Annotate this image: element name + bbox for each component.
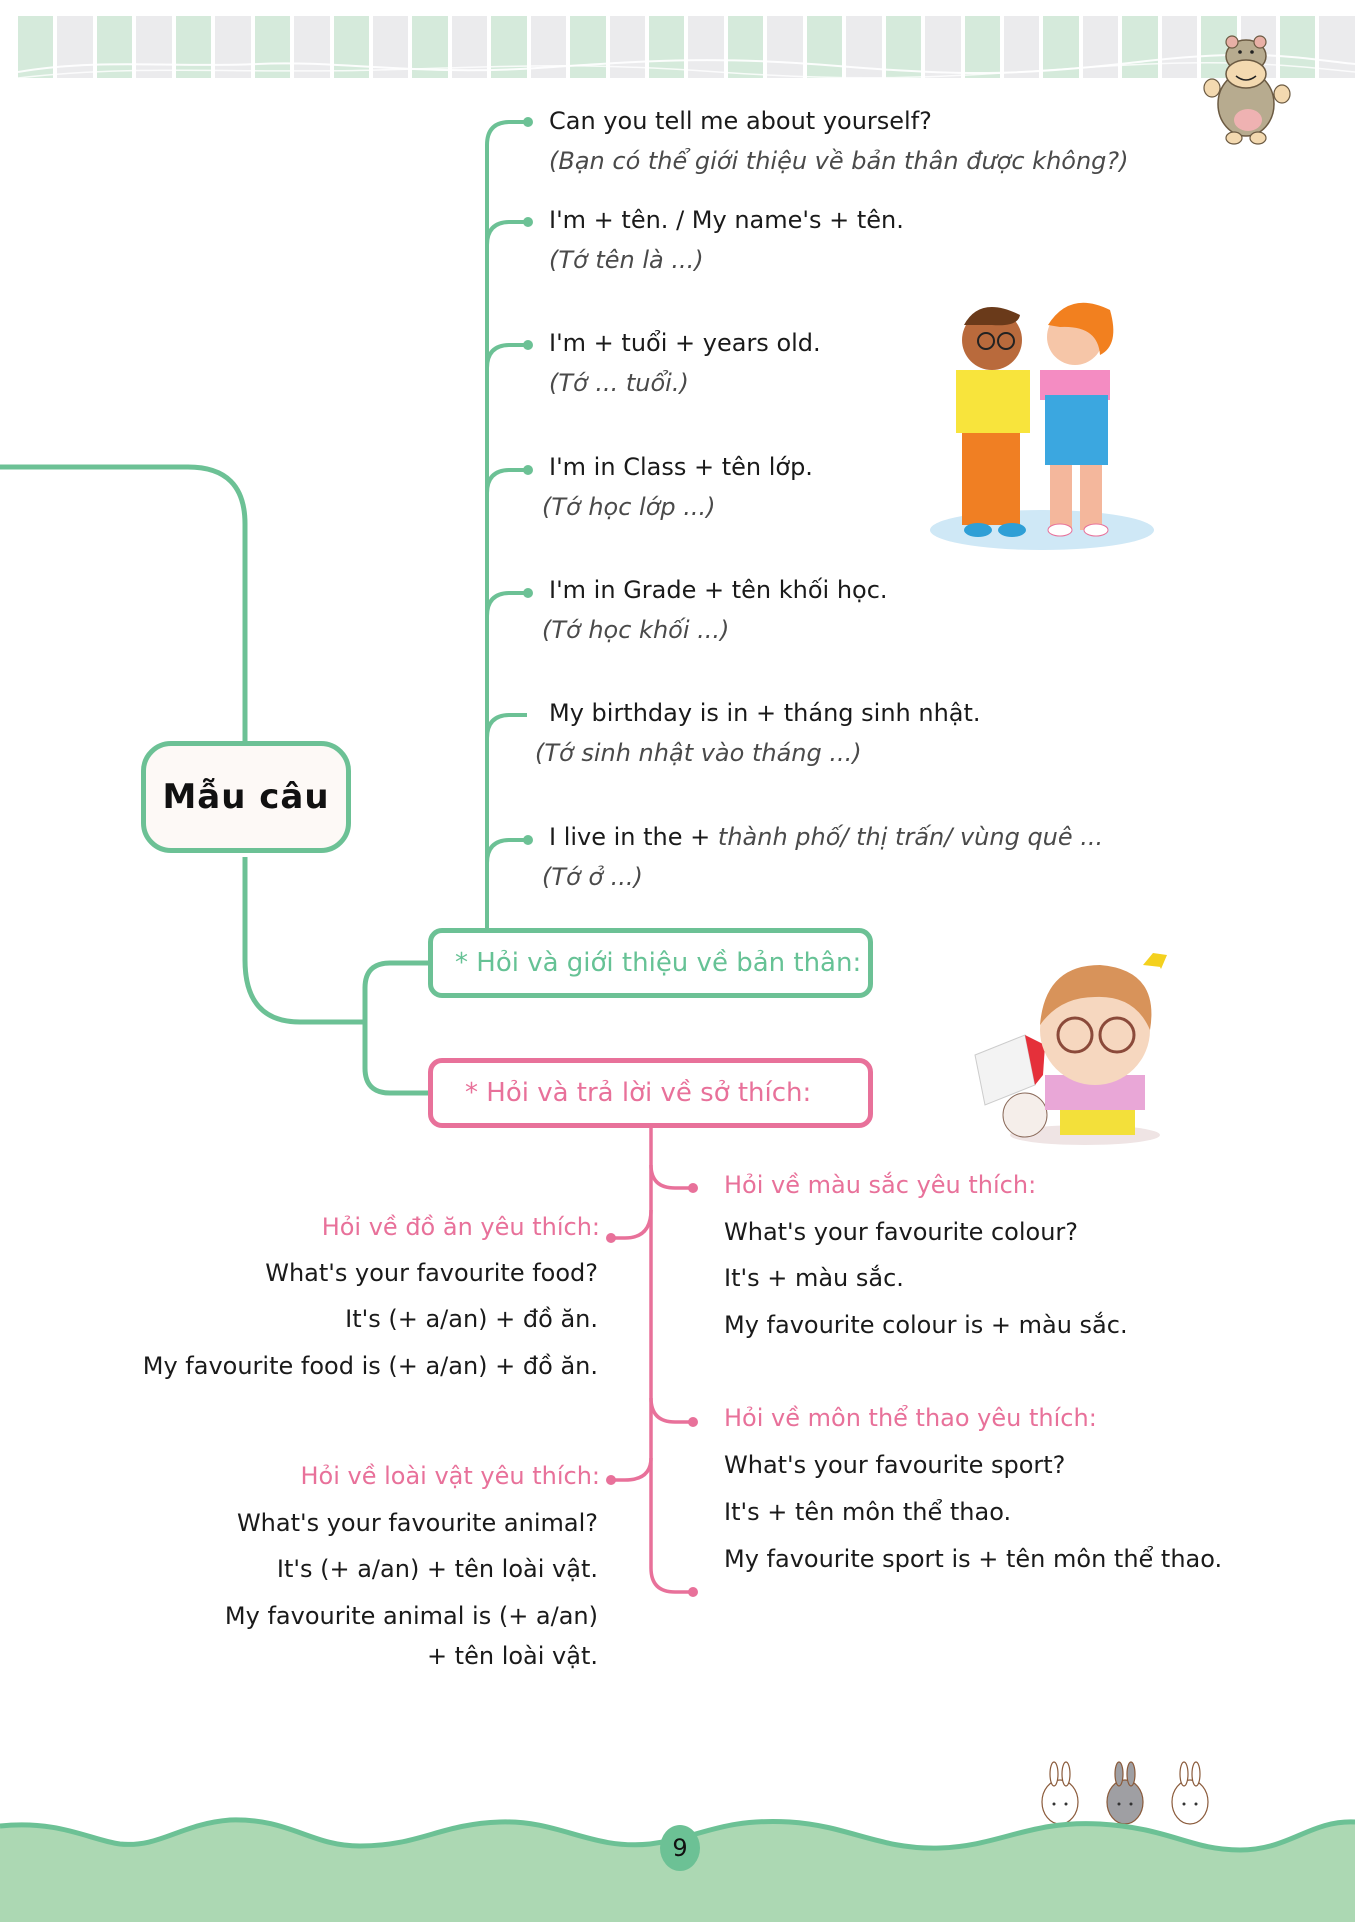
intro-item-6-en: My birthday is in + tháng sinh nhật. <box>549 699 981 727</box>
page-number: 9 <box>672 1834 688 1862</box>
two-kids-illustration <box>920 285 1165 555</box>
intro-item-1-vi: (Bạn có thể giới thiệu về bản thân được không?) <box>549 147 1129 175</box>
intro-item-7-vi: (Tớ ở ...) <box>542 863 643 891</box>
intro-item-5-en: I'm in Grade + tên khối học. <box>549 576 888 604</box>
intro-item-1-en: Can you tell me about yourself? <box>549 107 932 135</box>
hobby-animal-line-3: My favourite animal is (+ a/an) <box>224 1602 598 1630</box>
hobby-animal-line-1: What's your favourite animal? <box>236 1509 598 1537</box>
hobby-colour-line-3: My favourite colour is + màu sắc. <box>724 1311 1128 1339</box>
hobby-food-line-1: What's your favourite food? <box>265 1259 598 1287</box>
intro-item-4-vi: (Tớ học lớp ...) <box>542 493 716 521</box>
branch-intro-label: * Hỏi và giới thiệu về bản thân: <box>455 948 862 978</box>
branch-box-intro <box>428 928 873 998</box>
intro-item-5-vi: (Tớ học khối ...) <box>542 616 730 644</box>
branch-box-hobbies <box>428 1058 873 1128</box>
hobby-colour-title: Hỏi về màu sắc yêu thích: <box>724 1171 1037 1199</box>
hobby-animal-line-4: + tên loài vật. <box>426 1642 598 1670</box>
hobby-animal-line-2: It's (+ a/an) + tên loài vật. <box>276 1555 598 1583</box>
intro-item-4-en: I'm in Class + tên lớp. <box>549 453 813 481</box>
hobby-food-line-3: My favourite food is (+ a/an) + đồ ăn. <box>142 1352 598 1380</box>
intro-item-3-vi: (Tớ ... tuổi.) <box>549 369 689 397</box>
hobby-colour-line-2: It's + màu sắc. <box>724 1264 904 1292</box>
girl-with-megaphone-illustration <box>965 935 1185 1155</box>
branch-hobbies-label: * Hỏi và trả lời về sở thích: <box>465 1078 812 1108</box>
hobby-sport-line-3: My favourite sport is + tên môn thể thao. <box>724 1545 1223 1573</box>
root-label: Mẫu câu <box>162 777 330 817</box>
intro-item-7-en <box>549 822 1103 852</box>
hobby-sport-line-1: What's your favourite sport? <box>724 1451 1066 1479</box>
root-node-mau-cau <box>141 741 351 853</box>
hobby-colour-line-1: What's your favourite colour? <box>724 1218 1079 1246</box>
hobby-sport-title: Hỏi về môn thể thao yêu thích: <box>724 1404 1097 1432</box>
intro-item-6-vi: (Tớ sinh nhật vào tháng ...) <box>535 739 862 767</box>
hobby-food-title: Hỏi về đồ ăn yêu thích: <box>321 1213 600 1241</box>
hobby-animal-title: Hỏi về loài vật yêu thích: <box>300 1462 600 1490</box>
intro-item-2-en: I'm + tên. / My name's + tên. <box>549 206 904 234</box>
hobby-sport-line-2: It's + tên môn thể thao. <box>724 1498 1012 1526</box>
page-number-badge <box>660 1825 700 1871</box>
intro-item-7-en-italic: thành phố/ thị trấn/ vùng quê ... <box>717 823 1104 851</box>
intro-item-3-en: I'm + tuổi + years old. <box>549 329 821 357</box>
intro-item-7-en-prefix: I live in the + <box>549 823 718 851</box>
intro-item-2-vi: (Tớ tên là ...) <box>549 246 704 274</box>
hobby-food-line-2: It's (+ a/an) + đồ ăn. <box>345 1305 598 1333</box>
